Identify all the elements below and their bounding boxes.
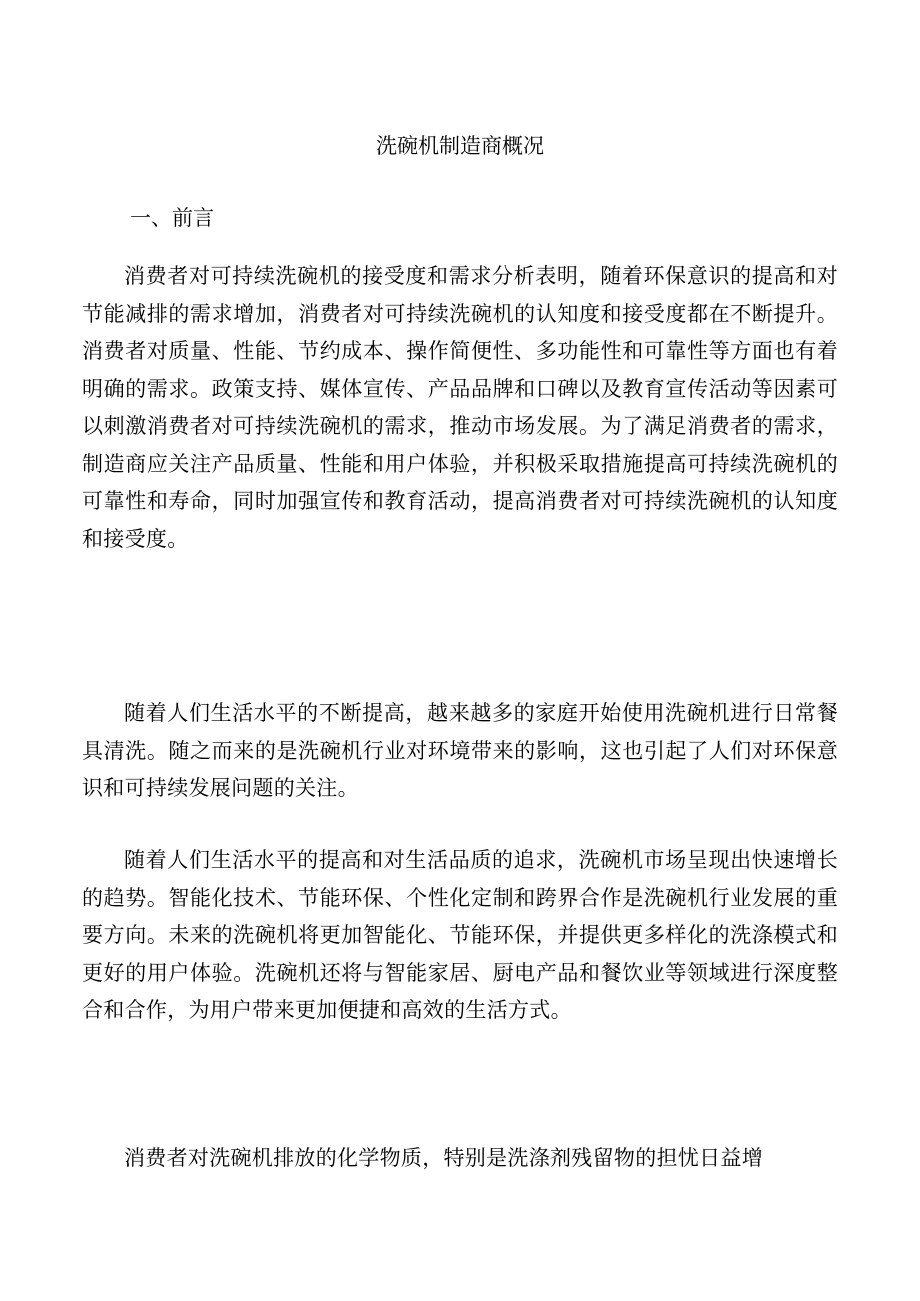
paragraph-market-trends: 随着人们生活水平的提高和对生活品质的追求，洗碗机市场呈现出快速增长的趋势。智能化技术、节能环保、个性化定制和跨界合作是洗碗机行业发展的重要方向。未来的洗碗机将更加智能化、节能环保，并提供更多样化的洗涤模式和更好的用户体验。洗碗机还将与智能家居、厨电产品和餐饮业等领域进行深度整合和合作，为用户带来更加便捷和高效的生活方式。 xyxy=(82,848,838,1022)
section-heading-preface: 一、前言 xyxy=(130,206,214,230)
paragraph-chemical-concerns: 消费者对洗碗机排放的化学物质，特别是洗涤剂残留物的担忧日益增 xyxy=(124,1146,763,1170)
paragraph-consumer-acceptance: 消费者对可持续洗碗机的接受度和需求分析表明，随着环保意识的提高和对节能减排的需求增加，消费者对可持续洗碗机的认知度和接受度都在不断提升。消费者对质量、性能、节约成本、操作简便性、多功能性和可靠性等方面也有着明确的需求。政策支持、媒体宣传、产品品牌和口碑以及教育宣传活动等因素可以刺激消费者对可持续洗碗机的需求，推动市场发展。为了满足消费者的需求，制造商应关注产品质量、性能和用户体验，并积极采取措施提高可持续洗碗机的可靠性和寿命，同时加强宣传和教育活动，提高消费者对可持续洗碗机的认知度和接受度。 xyxy=(82,264,838,551)
document-title: 洗碗机制造商概况 xyxy=(376,134,544,158)
paragraph-living-standards: 随着人们生活水平的不断提高，越来越多的家庭开始使用洗碗机进行日常餐具清洗。随之而来的是洗碗机行业对环境带来的影响，这也引起了人们对环保意识和可持续发展问题的关注。 xyxy=(82,701,838,800)
